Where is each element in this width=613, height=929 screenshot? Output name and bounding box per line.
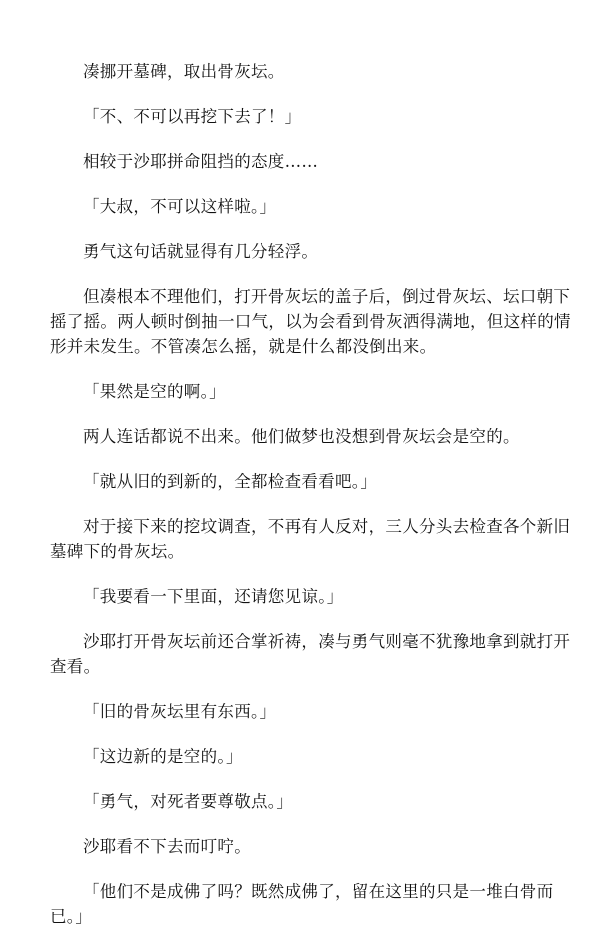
- paragraph: 「我要看一下里面，还请您见谅。」: [83, 587, 344, 606]
- paragraph: 相较于沙耶拼命阻挡的态度……: [83, 152, 319, 171]
- paragraph: 对于接下来的挖坟调查，不再有人反对，三人分头去检查各个新旧墓碑下的骨灰坛。: [50, 517, 571, 561]
- paragraph: 沙耶打开骨灰坛前还合掌祈祷，凑与勇气则毫不犹豫地拿到就打开查看。: [50, 632, 571, 676]
- paragraph: 勇气这句话就显得有几分轻浮。: [83, 242, 319, 261]
- paragraph: 「果然是空的啊。」: [83, 382, 226, 401]
- paragraph: 「就从旧的到新的，全都检查看看吧。」: [83, 472, 378, 491]
- paragraph: 「这边新的是空的。」: [83, 747, 243, 766]
- paragraph: 沙耶看不下去而叮咛。: [83, 837, 251, 856]
- paragraph: 「旧的骨灰坛里有东西。」: [83, 702, 277, 721]
- paragraph: 「不、不可以再挖下去了！」: [83, 107, 302, 126]
- paragraph: 两人连话都说不出来。他们做梦也没想到骨灰坛会是空的。: [83, 427, 520, 446]
- paragraph: 凑挪开墓碑，取出骨灰坛。: [83, 62, 285, 81]
- paragraph: 「勇气，对死者要尊敬点。」: [83, 792, 294, 811]
- paragraph: 但凑根本不理他们，打开骨灰坛的盖子后，倒过骨灰坛、坛口朝下摇了摇。两人顿时倒抽一口气，以为会看到骨灰洒得满地，但这样的情形并未发生。不管凑怎么摇，就是什么都没倒出来。: [50, 287, 571, 356]
- paragraph: 「大叔，不可以这样啦。」: [83, 197, 277, 216]
- paragraph: 「他们不是成佛了吗？既然成佛了，留在这里的只是一堆白骨而已。」: [50, 882, 554, 926]
